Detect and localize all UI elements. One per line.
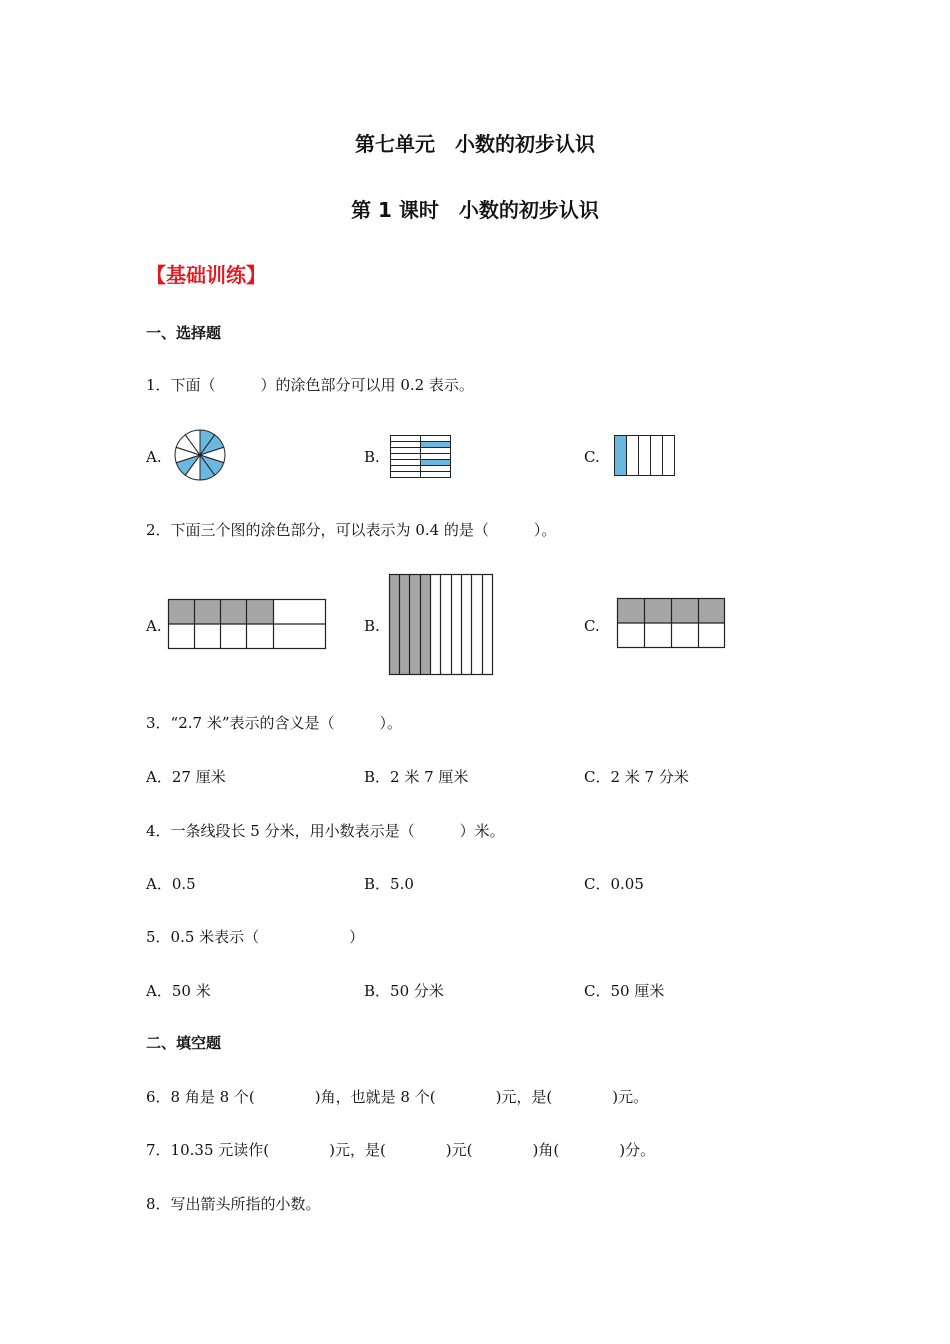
question-5: 5．0.5 米表示（ ） [146,928,365,946]
question-3: 3．“2.7 米”表示的含义是（ ）。 [146,714,403,732]
question-4: 4．一条线段长 5 分米，用小数表示是（ ）米。 [146,822,505,840]
q2-option-b-label: B. [364,617,380,635]
question-1: 1．下面（ ）的涂色部分可以用 0.2 表示。 [146,376,474,394]
section-label: 【基础训练】 [146,263,266,287]
q3-option-c: C．2 米 7 分米 [584,768,689,786]
q1-option-b-label: B. [364,448,380,466]
part2-heading: 二、填空题 [146,1034,222,1052]
q2-option-c-label: C. [584,617,600,635]
q4-option-b: B．5.0 [364,875,414,893]
q1-option-c-strip-figure [614,435,676,477]
q4-option-c: C．0.05 [584,875,644,893]
question-2: 2．下面三个图的涂色部分，可以表示为 0.4 的是（ ）。 [146,521,557,539]
q3-option-b: B．2 米 7 厘米 [364,768,469,786]
question-6: 6．8 角是 8 个( )角，也就是 8 个( )元，是( )元。 [146,1088,649,1106]
q1-option-a-circle-figure [174,429,226,481]
lesson-subtitle: 第 1 课时 小数的初步认识 [351,198,599,222]
q1-option-a-label: A. [146,448,162,466]
q1-option-c-label: C. [584,448,600,466]
part1-heading: 一、选择题 [146,324,222,342]
q4-option-a: A．0.5 [146,875,196,893]
question-7: 7．10.35 元读作( )元，是( )元( )角( )分。 [146,1141,656,1159]
q2-option-b-strips-figure [389,574,495,676]
q1-option-b-grid-figure [390,435,452,479]
q5-option-b: B．50 分米 [364,982,444,1000]
q3-option-a: A．27 厘米 [146,768,226,786]
q2-option-a-grid-figure [168,599,328,651]
question-8: 8．写出箭头所指的小数。 [146,1195,321,1213]
q2-option-c-grid-figure [617,598,727,650]
q5-option-c: C．50 厘米 [584,982,665,1000]
q2-option-a-label: A. [146,617,162,635]
page-title: 第七单元 小数的初步认识 [355,132,595,156]
q5-option-a: A．50 米 [146,982,211,1000]
